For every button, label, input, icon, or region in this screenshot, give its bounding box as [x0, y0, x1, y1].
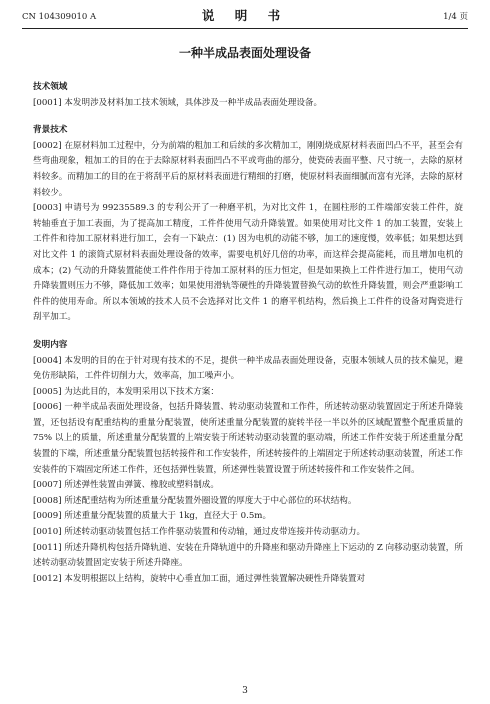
paragraph-0003: [0003] 申请号为 99235589.3 的专利公开了一种磨平机，为对比文件 1，在圆柱形的工件端部安装工件件，旋转轴垂直于加工表面，为了提高加工精度，工件件使用气动升降装置。如果使用对比文件 1 的加工装置，安装上工件件和待加工原材料进行加工，会有一下缺点：(1) 因为电机的动能不够，加工的速度慢，效率低；如果想达到对比文件 1 的滚筒式原材料表面处理设备的效率，需要电机好几倍的功率，而这样会提高能耗，而且增加电机的成本；(2) 气动的升降装置能使工件件作用于待加工原材料的压力恒定，但是如果换上工件件进行加工，使用气动升降装置则压力不够，降低加工效率；如果使用滑轨等硬性的升降装置替换气动的软性升降装置，则会严重影响工件件的使用寿命。所以本领域的技术人员不会选择对比文件 1 的磨平机结构，然后换上工件件的设备对陶瓷进行刮平加工。 [33, 203, 463, 323]
section-heading-background: 背景技术 [33, 125, 68, 136]
paragraph-0004: [0004] 本发明的目的在于针对现有技术的不足，提供一种半成品表面处理设备，克服本领域人员的技术偏见，避免仿形缺陷，工件件切削力大，效率高，加工噪声小。 [33, 355, 463, 382]
paragraph-0008: [0008] 所述配重结构为所述重量分配装置外圈设置的厚度大于中心部位的环状结构。 [33, 495, 357, 506]
paragraph-0002: [0002] 在原材料加工过程中，分为前端的粗加工和后续的多次精加工，刚刚烧成原材料表面凹凸不平，甚至会有些弯曲现象，粗加工的目的在于去除原材料表面凹凸不平或弯曲的部分，使瓷砖表面平整、尺寸统一，去除的原材料较多。而精加工的目的在于将刮平后的原材料表面进行精细的打磨，使原材料表面细腻而富有光泽，去除的原材料较少。 [33, 140, 463, 198]
paragraph-0010: [0010] 所述转动驱动装置包括工作件驱动装置和传动轴，通过皮带连接并传动驱动力。 [33, 527, 366, 538]
document-body [33, 80, 463, 587]
document-title: 一种半成品表面处理设备 [178, 46, 311, 60]
paragraph-0006: [0006] 一种半成品表面处理设备，包括升降装置、转动驱动装置和工作件，所述转动驱动装置固定于所述升降装置，还包括设有配重结构的重量分配装置，使所述重量分配装置的旋转半径一半以外的区域配置整个配重质量的 75% 以上的质量，所述重量分配装置的上端安装于所述转动驱动装置的驱动端，所述工作件安装于所述重量分配装置的下端，所述重量分配装置包括转接件和工作安装件，所述转接件的上端固定于所述转动驱动装置，所述工作安装件的下端固定所述工作件，还包括弹性装置，所述弹性装置设置于所述转接件和工作安装件之间。 [33, 402, 463, 475]
section-heading-tech-field: 技术领域 [33, 82, 68, 92]
page-number: 3 [242, 686, 248, 696]
section-heading-summary: 发明内容 [33, 339, 68, 350]
paragraph-0012: [0012] 本发明根据以上结构，旋转中心垂直加工面，通过弹性装置解决硬性升降装置对 [33, 573, 366, 584]
paragraph-0001: [0001] 本发明涉及材料加工技术领域，具体涉及一种半成品表面处理设备。 [33, 97, 323, 108]
paragraph-0005: [0005] 为达此目的，本发明采用以下技术方案： [33, 386, 219, 397]
paragraph-0009: [0009] 所述重量分配装置的质量大于 1kg，直径大于 0.5m。 [33, 511, 272, 522]
document-type: 说 明 书 [201, 8, 289, 23]
patent-number: CN 104309010 A [22, 12, 97, 22]
header-rule [22, 28, 468, 29]
paragraph-0007: [0007] 所述弹性装置由弹簧、橡胶或塑料制成。 [33, 480, 219, 491]
paragraph-0011: [0011] 所述升降机构包括升降轨道、安装在升降轨道中的升降座和驱动升降座上下运动的 Z 向移动驱动装置，所述转动驱动装置固定安装于所述升降座。 [33, 542, 463, 569]
page-header [22, 8, 468, 26]
page-indicator: 1/4 页 [443, 12, 468, 22]
